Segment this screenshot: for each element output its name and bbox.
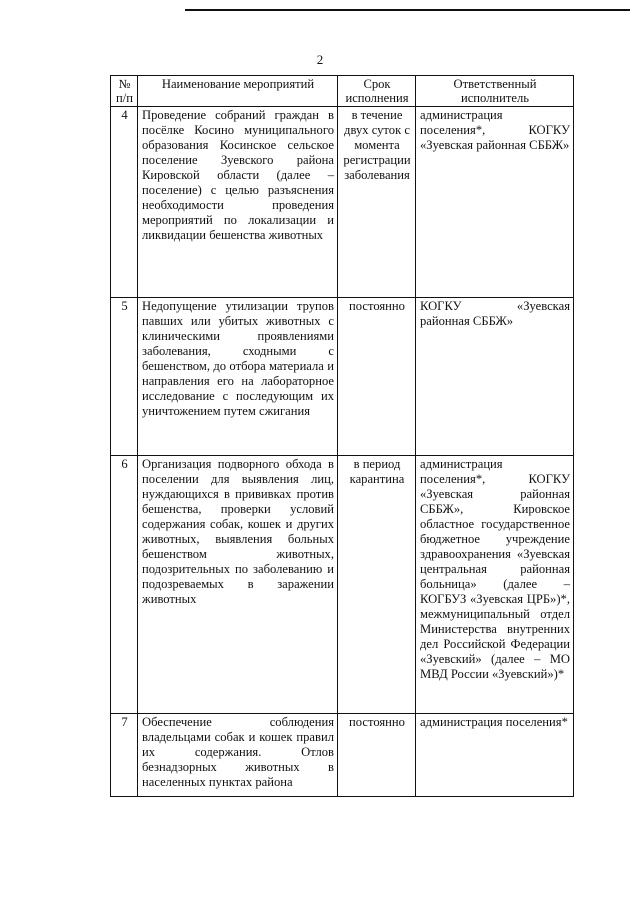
row-num: 4 xyxy=(111,107,138,298)
row-measure: Недопущение утилизации трупов павших или убитых животных с клиническими проявлениями заболевания, сходными с бешенством, до отбора материала и направления его на лабораторное исследование с последующим их уничтожением путем сжигания xyxy=(138,298,338,456)
header-term: Срок исполнения xyxy=(338,76,416,107)
measures-table xyxy=(110,75,574,797)
row-num: 5 xyxy=(111,298,138,456)
row-term: постоянно xyxy=(338,298,416,456)
page-number: 2 xyxy=(316,52,324,67)
row-term: в период карантина xyxy=(338,456,416,714)
row-measure: Организация подворного обхода в поселении для выявления лиц, нуждающихся в прививках против бешенства, проверки условий содержания собак, кошек и других животных, выявления больных бешенством животных, подозрительных по заболеванию и подозреваемых в заражении животных xyxy=(138,456,338,714)
row-responsible: администрация поселения* xyxy=(416,714,574,797)
row-num: 6 xyxy=(111,456,138,714)
row-measure: Обеспечение соблюдения владельцами собак и кошек правил их содержания. Отлов безнадзорных животных в населенных пунктах района xyxy=(138,714,338,797)
table-row xyxy=(111,298,574,456)
top-rule-line xyxy=(185,9,630,11)
row-responsible: администрация поселения*, КОГКУ «Зуевская районная СББЖ», Кировское областное государственное бюджетное учреждение здравоохранения «Зуевская центральная районная больница» (далее – КОГБУЗ «Зуевская ЦРБ»)*, межмуниципальный отдел Министерства внутренних дел Российской Федерации «Зуевский» (далее – МО МВД России «Зуевский»)* xyxy=(416,456,574,714)
row-measure: Проведение собраний граждан в посёлке Косино муниципального образования Косинское сельское поселение Зуевского района Кировской области (далее – поселение) с целью разъяснения необходимости проведения мероприятий по локализации и ликвидации бешенства животных xyxy=(138,107,338,298)
table-header-row xyxy=(111,76,574,107)
row-term: постоянно xyxy=(338,714,416,797)
row-num: 7 xyxy=(111,714,138,797)
row-term: в течение двух суток с момента регистрации заболевания xyxy=(338,107,416,298)
row-responsible: КОГКУ «Зуевская районная СББЖ» xyxy=(416,298,574,456)
header-name: Наименование мероприятий xyxy=(138,76,338,107)
header-num: № п/п xyxy=(111,76,138,107)
row-responsible: администрация поселения*, КОГКУ «Зуевская районная СББЖ» xyxy=(416,107,574,298)
header-responsible: Ответственный исполнитель xyxy=(416,76,574,107)
table-row xyxy=(111,107,574,298)
table-row xyxy=(111,456,574,714)
table-row xyxy=(111,714,574,797)
